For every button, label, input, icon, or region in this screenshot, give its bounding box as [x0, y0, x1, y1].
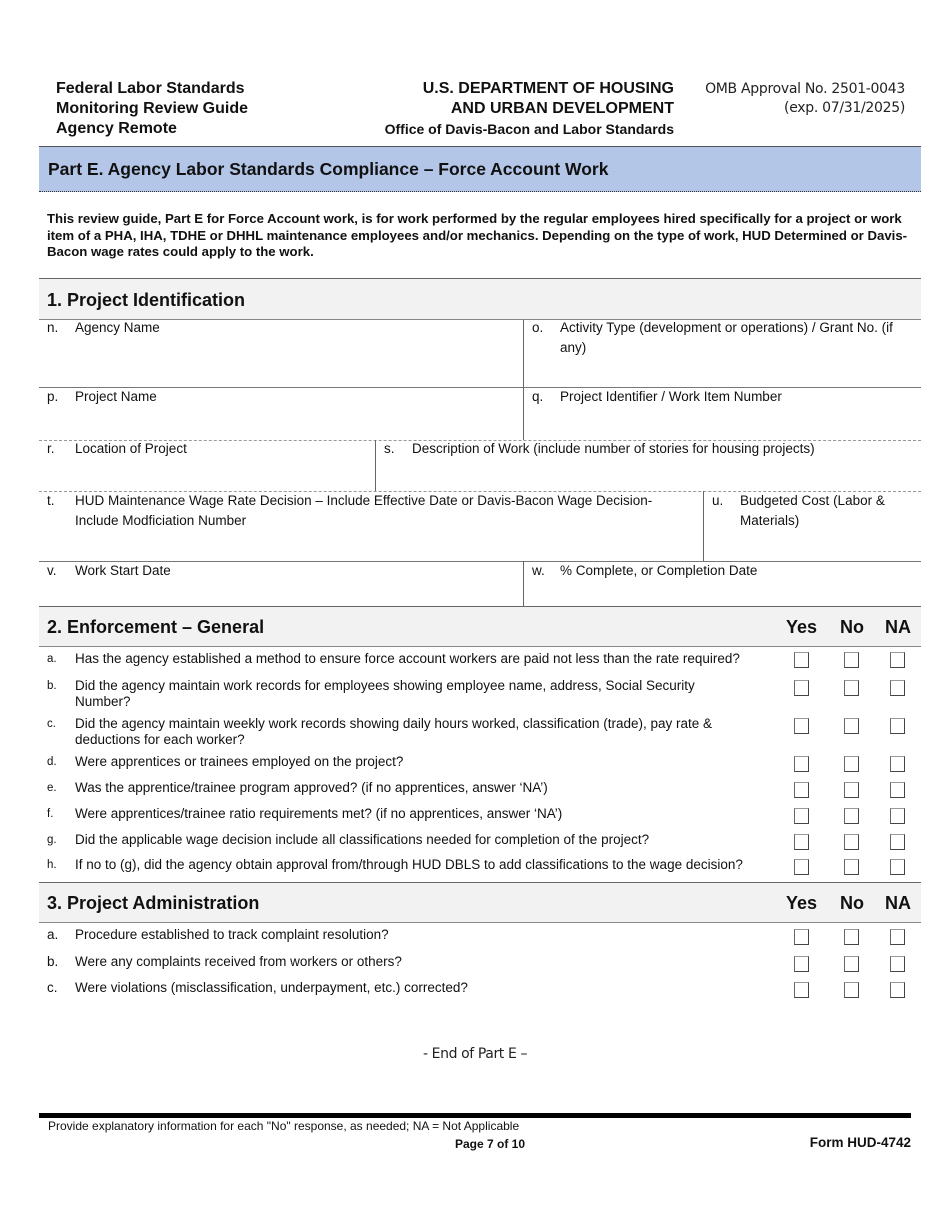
field-letter: p. [47, 389, 59, 404]
question-row [39, 716, 921, 750]
question-letter: f. [47, 808, 54, 820]
agency-line-2: AND URBAN DEVELOPMENT [450, 100, 674, 117]
column-na: NA [885, 617, 911, 637]
field-label: % Complete, or Completion Date [560, 563, 758, 578]
field-agency-name[interactable] [39, 318, 523, 386]
field-percent-complete[interactable] [524, 561, 921, 606]
field-label: Agency Name [75, 320, 160, 335]
omb-expiry: (exp. 07/31/2025) [784, 100, 905, 116]
checkbox-na[interactable] [890, 956, 905, 972]
checkbox-yes[interactable] [794, 652, 809, 668]
question-letter: g. [47, 834, 57, 846]
field-activity-type[interactable] [524, 318, 921, 386]
checkbox-yes[interactable] [794, 718, 809, 734]
question-row [39, 678, 921, 712]
field-letter: w. [532, 563, 545, 578]
field-budgeted-cost[interactable] [704, 491, 921, 561]
question-row [39, 980, 921, 1000]
checkbox-na[interactable] [890, 859, 905, 875]
question-row [39, 832, 921, 852]
question-text: Were violations (misclassification, underpayment, etc.) corrected? [75, 980, 468, 995]
page-number: Page 7 of 10 [454, 1137, 526, 1151]
question-row [39, 927, 921, 947]
question-text: Did the agency maintain weekly work records showing daily hours worked, classification (trade), pay rate & deductions for each worker? [75, 716, 713, 747]
question-row [39, 806, 921, 826]
checkbox-no[interactable] [844, 929, 859, 945]
field-letter: r. [47, 441, 55, 456]
section-3-header [39, 882, 921, 923]
field-letter: v. [47, 563, 57, 578]
checkbox-yes[interactable] [794, 808, 809, 824]
question-row [39, 857, 921, 877]
question-letter: a. [47, 927, 59, 942]
footer-note: Provide explanatory information for each "No" response, as needed; NA = Not Applicable [48, 1119, 520, 1133]
end-of-part: - End of Part E – [422, 1046, 528, 1062]
field-letter: s. [384, 441, 395, 456]
field-wage-rate-decision[interactable] [39, 491, 703, 561]
checkbox-na[interactable] [890, 680, 905, 696]
field-label: Project Identifier / Work Item Number [560, 389, 782, 404]
section-1-header [39, 278, 921, 320]
part-title: Part E. Agency Labor Standards Compliance – Force Account Work [48, 159, 609, 179]
field-label: HUD Maintenance Wage Rate Decision – Include Effective Date or Davis-Bacon Wage Decision- Include Modficiation Number [75, 493, 653, 528]
question-text: Were apprentices/trainee ratio requirements met? (if no apprentices, answer ‘NA’) [75, 806, 563, 821]
question-text: Has the agency established a method to ensure force account workers are paid not less than the rate required? [75, 651, 740, 666]
question-letter: e. [47, 782, 57, 794]
question-letter: c. [47, 980, 58, 995]
question-row [39, 780, 921, 800]
field-label: Work Start Date [75, 563, 171, 578]
field-label: Description of Work (include number of stories for housing projects) [412, 441, 815, 456]
question-text: Was the apprentice/trainee program approved? (if no apprentices, answer ‘NA’) [75, 780, 548, 795]
question-text: Were any complaints received from workers or others? [75, 954, 402, 969]
agency-line-1: U.S. DEPARTMENT OF HOUSING [422, 80, 674, 97]
checkbox-yes[interactable] [794, 859, 809, 875]
field-project-identifier[interactable] [524, 387, 921, 439]
checkbox-no[interactable] [844, 718, 859, 734]
checkbox-no[interactable] [844, 956, 859, 972]
checkbox-na[interactable] [890, 929, 905, 945]
checkbox-no[interactable] [844, 652, 859, 668]
question-letter: a. [47, 653, 57, 665]
checkbox-yes[interactable] [794, 982, 809, 998]
checkbox-yes[interactable] [794, 680, 809, 696]
section-1-title: 1. Project Identification [47, 290, 246, 310]
checkbox-no[interactable] [844, 834, 859, 850]
column-yes: Yes [786, 893, 818, 913]
header-title-line-1: Federal Labor Standards [56, 80, 245, 97]
question-letter: d. [47, 756, 57, 768]
field-letter: o. [532, 320, 544, 335]
checkbox-na[interactable] [890, 718, 905, 734]
checkbox-no[interactable] [844, 808, 859, 824]
checkbox-na[interactable] [890, 756, 905, 772]
question-text: If no to (g), did the agency obtain approval from/through HUD DBLS to add classifications to the wage decision? [75, 857, 743, 872]
field-label: Activity Type (development or operations) / Grant No. (if any) [560, 320, 893, 355]
agency-office: Office of Davis-Bacon and Labor Standards [384, 121, 674, 137]
question-text: Did the agency maintain work records for employees showing employee name, address, Social Security Number? [75, 678, 695, 709]
question-letter: h. [47, 859, 57, 871]
checkbox-yes[interactable] [794, 782, 809, 798]
section-2-title: 2. Enforcement – General [47, 617, 265, 637]
field-project-name[interactable] [39, 387, 523, 439]
field-letter: n. [47, 320, 59, 335]
question-letter: b. [47, 954, 59, 969]
question-letter: b. [47, 680, 57, 692]
field-location[interactable] [39, 439, 375, 490]
checkbox-na[interactable] [890, 782, 905, 798]
part-title-band [39, 146, 921, 192]
form-number: Form HUD-4742 [809, 1135, 911, 1150]
checkbox-no[interactable] [844, 859, 859, 875]
question-row [39, 651, 921, 671]
section-2-header [39, 606, 921, 647]
checkbox-yes[interactable] [794, 834, 809, 850]
section-3-title: 3. Project Administration [47, 893, 260, 913]
question-row [39, 954, 921, 974]
checkbox-yes[interactable] [794, 929, 809, 945]
field-label: Location of Project [75, 441, 187, 456]
column-no: No [840, 893, 864, 913]
field-letter: t. [47, 493, 55, 508]
omb-info [690, 80, 905, 118]
field-work-start-date[interactable] [39, 561, 523, 606]
checkbox-na[interactable] [890, 834, 905, 850]
question-text: Were apprentices or trainees employed on the project? [75, 754, 404, 769]
question-text: Procedure established to track complaint resolution? [75, 927, 389, 942]
column-yes: Yes [786, 617, 818, 637]
field-letter: q. [532, 389, 544, 404]
checkbox-na[interactable] [890, 982, 905, 998]
field-description-of-work[interactable] [376, 439, 921, 490]
intro-text: This review guide, Part E for Force Account work, is for work performed by the regular employees hired specifically for a project or work item of a PHA, IHA, TDHE or DHHL maintenance employees and/or mechanics. Depending on the type of work, HUD Determined or Davis-Bacon wage rates could apply to the work. [47, 211, 908, 259]
checkbox-na[interactable] [890, 808, 905, 824]
footer-rule [39, 1113, 911, 1118]
question-row [39, 754, 921, 774]
field-label: Budgeted Cost (Labor & Materials) [740, 493, 885, 528]
checkbox-no[interactable] [844, 982, 859, 998]
field-letter: u. [712, 493, 724, 508]
header-left [56, 79, 248, 139]
checkbox-yes[interactable] [794, 956, 809, 972]
header-title-line-3: Agency Remote [56, 120, 177, 137]
field-label: Project Name [75, 389, 157, 404]
header-title-line-2: Monitoring Review Guide [56, 100, 249, 117]
checkbox-no[interactable] [844, 782, 859, 798]
omb-approval: OMB Approval No. 2501-0043 [705, 81, 905, 97]
checkbox-na[interactable] [890, 652, 905, 668]
question-letter: c. [47, 718, 56, 730]
checkbox-no[interactable] [844, 756, 859, 772]
header-agency [340, 79, 674, 139]
checkbox-no[interactable] [844, 680, 859, 696]
column-na: NA [885, 893, 911, 913]
column-no: No [840, 617, 864, 637]
question-text: Did the applicable wage decision include all classifications needed for completion of the project? [75, 832, 650, 847]
checkbox-yes[interactable] [794, 756, 809, 772]
